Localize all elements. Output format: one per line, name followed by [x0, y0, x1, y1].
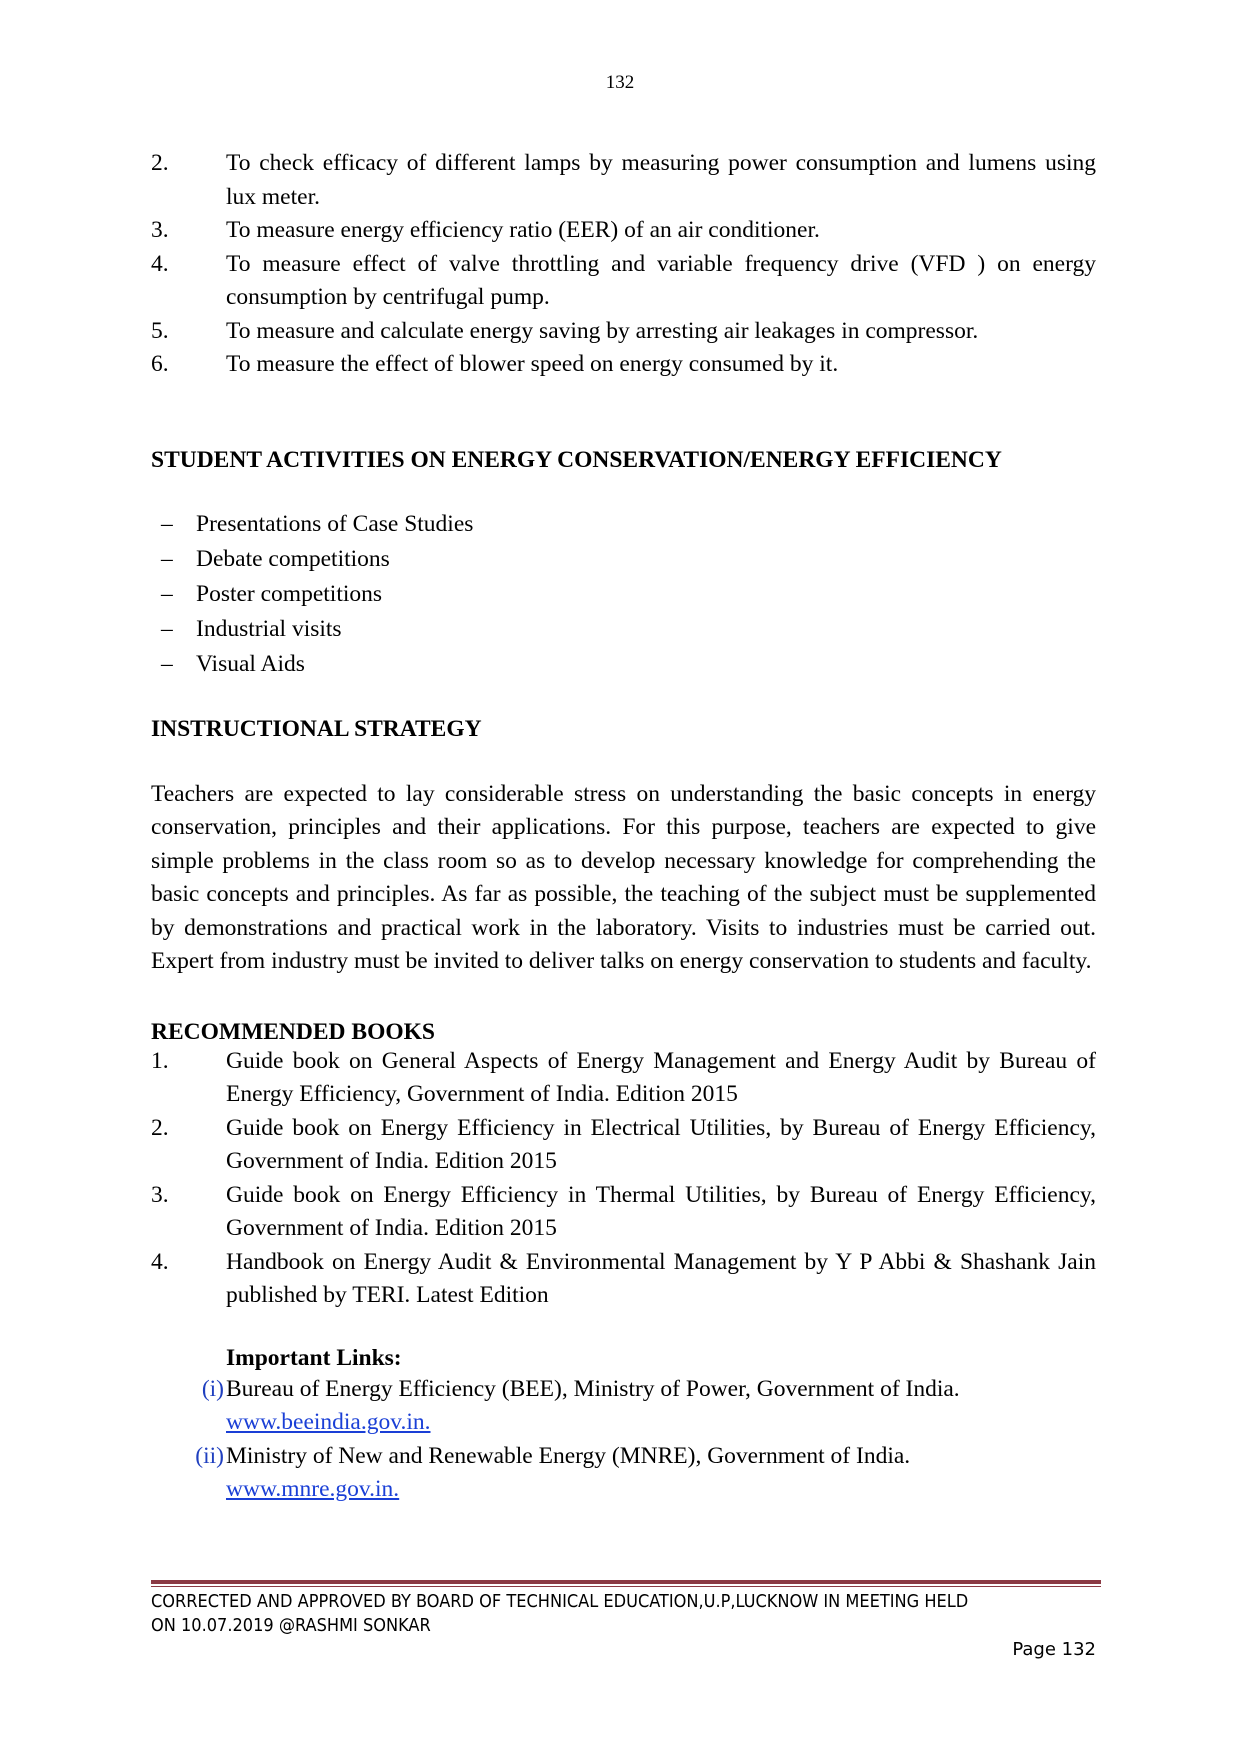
footer-approval-text: [151, 1590, 1101, 1638]
links-heading: Important Links:: [226, 1344, 402, 1371]
list-item: [151, 507, 1096, 542]
dash-bullet-icon: –: [161, 581, 173, 607]
item-text: To measure effect of valve throttling and variable frequency drive (VFD ) on energy consumption by centrifugal pump.: [226, 250, 1096, 310]
activities-list: [151, 507, 1096, 682]
footer-page-number: Page 132: [1012, 1639, 1096, 1660]
list-item: [151, 348, 1096, 382]
list-item: [151, 542, 1096, 577]
item-number: 3.: [151, 1181, 169, 1208]
list-item: [151, 214, 1096, 248]
list-item: [151, 612, 1096, 647]
list-item: [151, 1045, 1096, 1112]
list-item: [151, 1373, 1096, 1440]
books-heading: RECOMMENDED BOOKS: [151, 1018, 435, 1045]
list-item: [151, 147, 1096, 214]
item-text: Visual Aids: [196, 651, 305, 677]
item-text: To check efficacy of different lamps by measuring power consumption and lumens using lux meter.: [226, 150, 1096, 210]
footer-line-1: CORRECTED AND APPROVED BY BOARD OF TECHNICAL EDUCATION,U.P,LUCKNOW IN MEETING HELD: [151, 1591, 969, 1612]
list-item: [151, 647, 1096, 682]
item-text: Debate competitions: [196, 546, 390, 572]
list-item: [151, 248, 1096, 315]
footer-rule-thin: [151, 1586, 1101, 1587]
item-text: To measure energy efficiency ratio (EER) of an air conditioner.: [226, 217, 820, 243]
item-text: [226, 1440, 1096, 1507]
strategy-paragraph: Teachers are expected to lay considerable stress on understanding the basic concepts in energy conservation, principles and their applications. For this purpose, teachers are expected to give simple problems in the class room so as to develop necessary knowledge for comprehending the basic concepts and principles. As far as possible, the teaching of the subject must be supplemented by demonstrations and practical work in the laboratory. Visits to industries must be carried out. Expert from industry must be invited to deliver talks on energy conservation to students and faculty.: [151, 780, 1096, 974]
item-number: 4.: [151, 1248, 169, 1275]
item-number: 2.: [151, 1114, 169, 1141]
page-number-top: 132: [605, 72, 635, 93]
strategy-heading: INSTRUCTIONAL STRATEGY: [151, 716, 482, 742]
footer-line-2: ON 10.07.2019 @RASHMI SONKAR: [151, 1615, 431, 1636]
dash-bullet-icon: –: [161, 651, 173, 677]
link-description: Bureau of Energy Efficiency (BEE), Ministry of Power, Government of India.: [226, 1375, 960, 1402]
item-text: Presentations of Case Studies: [196, 511, 474, 537]
item-text: [226, 1373, 1096, 1440]
item-number: 5.: [151, 317, 169, 344]
footer-rule: [151, 1580, 1101, 1584]
item-number: 6.: [151, 351, 169, 377]
list-item: [151, 1246, 1096, 1313]
item-number: (ii): [195, 1442, 224, 1469]
item-text: To measure the effect of blower speed on energy consumed by it.: [226, 351, 839, 377]
experiment-list: [151, 147, 1096, 382]
item-number: 4.: [151, 250, 169, 277]
main-content: [151, 147, 1096, 1507]
list-item: [151, 577, 1096, 612]
item-number: (i): [201, 1375, 224, 1402]
list-item: [151, 1179, 1096, 1246]
books-list: [151, 1045, 1096, 1313]
item-text: Industrial visits: [196, 616, 342, 642]
item-number: 1.: [151, 1047, 169, 1074]
activities-heading: STUDENT ACTIVITIES ON ENERGY CONSERVATION/ENERGY EFFICIENCY: [151, 446, 1002, 473]
dash-bullet-icon: –: [161, 616, 173, 642]
item-text: Guide book on General Aspects of Energy Management and Energy Audit by Bureau of Energy Efficiency, Government of India. Edition 2015: [226, 1047, 1096, 1107]
item-text: Poster competitions: [196, 581, 383, 607]
list-item: [151, 1112, 1096, 1179]
link-description: Ministry of New and Renewable Energy (MNRE), Government of India.: [226, 1442, 911, 1469]
dash-bullet-icon: –: [161, 546, 173, 572]
item-text: Handbook on Energy Audit & Environmental Management by Y P Abbi & Shashank Jain published by TERI. Latest Edition: [226, 1248, 1096, 1308]
mnre-link[interactable]: www.mnre.gov.in.: [226, 1476, 400, 1502]
item-text: Guide book on Energy Efficiency in Electrical Utilities, by Bureau of Energy Efficiency, Government of India. Edition 2015: [226, 1114, 1096, 1174]
item-number: 2.: [151, 150, 169, 176]
item-text: To measure and calculate energy saving by arresting air leakages in compressor.: [226, 317, 979, 344]
item-number: 3.: [151, 217, 169, 243]
bee-link[interactable]: www.beeindia.gov.in.: [226, 1409, 431, 1435]
list-item: [151, 315, 1096, 349]
list-item: [151, 1440, 1096, 1507]
item-text: Guide book on Energy Efficiency in Thermal Utilities, by Bureau of Energy Efficiency, Government of India. Edition 2015: [226, 1181, 1096, 1241]
dash-bullet-icon: –: [161, 511, 173, 537]
